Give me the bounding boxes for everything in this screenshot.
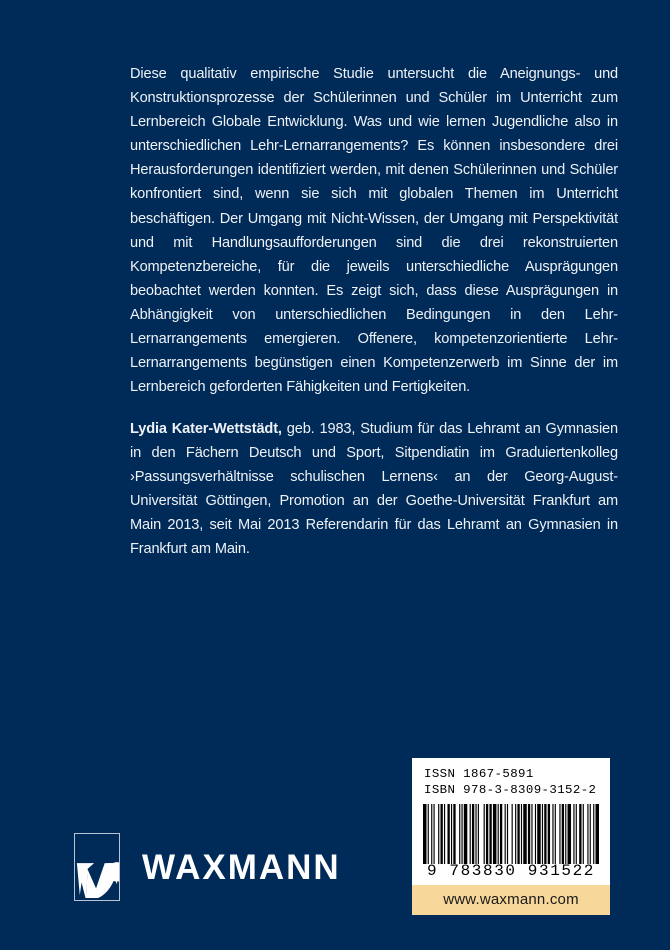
waxmann-w-mark-icon [74,833,120,901]
author-name: Lydia Kater-Wettstädt, [130,421,282,437]
isbn-line: ISBN 978-3-8309-3152-2 [424,782,597,797]
book-description: Diese qualitativ empirische Studie untersucht die Aneignungs- und Konstruktionsprozesse der Schülerinnen und Schüler im Unterricht zum Lernbereich Globale Entwicklung. Was und wie lernen Jugendliche also in unterschiedlichen Lehr-Lernarrangements? Es können insbesondere drei Herausforderungen identifiziert werden, mit denen Schülerinnen und Schüler konfrontiert sind, wenn sie sich mit globalen Themen im Unterricht beschäftigen. Der Umgang mit Nicht-Wissen, der Umgang mit Perspektivität und mit Handlungsaufforderungen sind die drei rekonstruierten Kompetenzbereiche, für die jeweils unterschiedliche Ausprägungen beobachtet werden konnten. Es zeigt sich, dass diese Ausprägungen in Abhängigkeit von unterschiedlichen Bedingungen in den Lehr-Lernarrangements emergieren. Offenere, kompetenzorientierte Lehr-Lernarrangements begünstigen einen Kompetenzerwerb im Sinne der im Lernbereich geforderten Fähigkeiten und Fertigkeiten. [130,66,618,396]
ean13-barcode-icon [423,804,599,864]
issn-line: ISSN 1867-5891 [424,767,534,781]
publisher-url: www.waxmann.com [412,885,610,915]
ean-digits: 9 783830 931522 [426,862,596,880]
publisher-logo [74,833,341,901]
barcode-panel [412,758,610,915]
publisher-name: WAXMANN [142,847,341,887]
text-column [130,62,618,558]
barcode-graphic-wrapper [412,802,610,864]
author-bio-text: geb. 1983, Studium für das Lehramt an Gymnasien in den Fächern Deutsch und Sport, Sitpendiatin im Graduiertenkolleg ›Passungsverhältnisse schulischen Lernens‹ an der Georg-August-Universität Göttingen, Promotion an der Goethe-Universität Frankfurt am Main 2013, seit Mai 2013 Referendarin für das Lehramt an Gymnasien in Frankfurt am Main. [130,421,618,558]
author-bio [130,417,618,562]
